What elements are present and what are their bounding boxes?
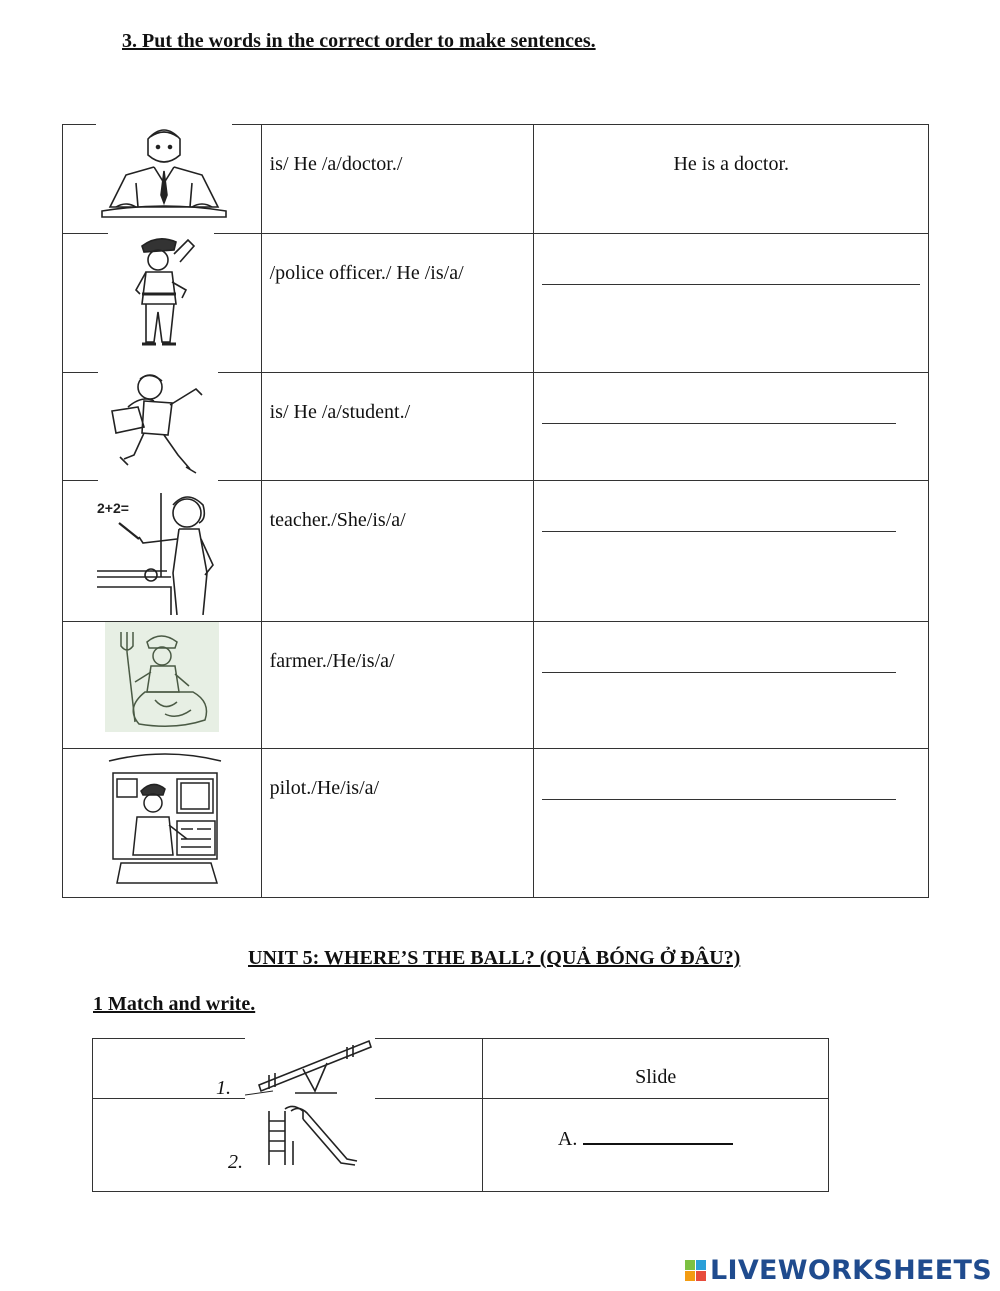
police-officer-picture <box>108 232 214 352</box>
answer-blank-line[interactable] <box>542 799 896 800</box>
word-slide: Slide <box>635 1066 677 1088</box>
table-row <box>93 1039 829 1099</box>
answer-blank-line[interactable] <box>542 531 896 532</box>
logo-mark-icon <box>685 1260 706 1281</box>
teacher-picture <box>91 483 231 615</box>
student-picture <box>98 371 218 483</box>
doctor-picture <box>96 121 232 221</box>
answer-line-a <box>483 1099 828 1151</box>
answer-blank-line[interactable] <box>542 672 896 673</box>
scrambled-words: teacher./She/is/a/ <box>269 509 406 531</box>
table-row <box>63 622 929 749</box>
scrambled-words: is/ He /a/student./ <box>269 401 411 423</box>
section-title: 3. Put the words in the correct order to make sentences. <box>122 30 596 52</box>
unit-title: UNIT 5: WHERE’S THE BALL? (QUẢ BÓNG Ở ĐÂU?) <box>248 947 741 969</box>
example-answer: He is a doctor. <box>673 153 789 175</box>
scrambled-words: /police officer./ He /is/a/ <box>269 262 464 284</box>
answer-blank-line[interactable] <box>583 1127 733 1145</box>
answer-label: A. <box>557 1128 578 1150</box>
table-row <box>63 481 929 622</box>
match-write-table <box>92 1038 829 1192</box>
pilot-picture <box>107 751 223 887</box>
answer-blank-line[interactable] <box>542 423 896 424</box>
exercise-title: 1 Match and write. <box>93 993 256 1015</box>
scrambled-words: pilot./He/is/a/ <box>269 777 380 799</box>
table-row <box>63 749 929 898</box>
scrambled-words: farmer./He/is/a/ <box>269 650 395 672</box>
farmer-picture <box>105 622 219 732</box>
logo-text: LIVEWORKSHEETS <box>709 1255 992 1286</box>
seesaw-picture <box>245 1035 375 1101</box>
table-row <box>63 125 929 234</box>
table-row <box>63 373 929 481</box>
sentence-order-table <box>62 124 929 898</box>
picture-cell <box>63 125 262 234</box>
item-number: 1. <box>216 1077 231 1099</box>
liveworksheets-logo <box>685 1255 992 1286</box>
table-row <box>93 1099 829 1192</box>
item-number: 2. <box>228 1151 243 1173</box>
slide-picture <box>263 1101 359 1169</box>
svg-text:2+2=: 2+2= <box>97 500 129 516</box>
answer-blank-line[interactable] <box>542 284 920 285</box>
table-row <box>63 234 929 373</box>
scrambled-words: is/ He /a/doctor./ <box>269 153 403 175</box>
